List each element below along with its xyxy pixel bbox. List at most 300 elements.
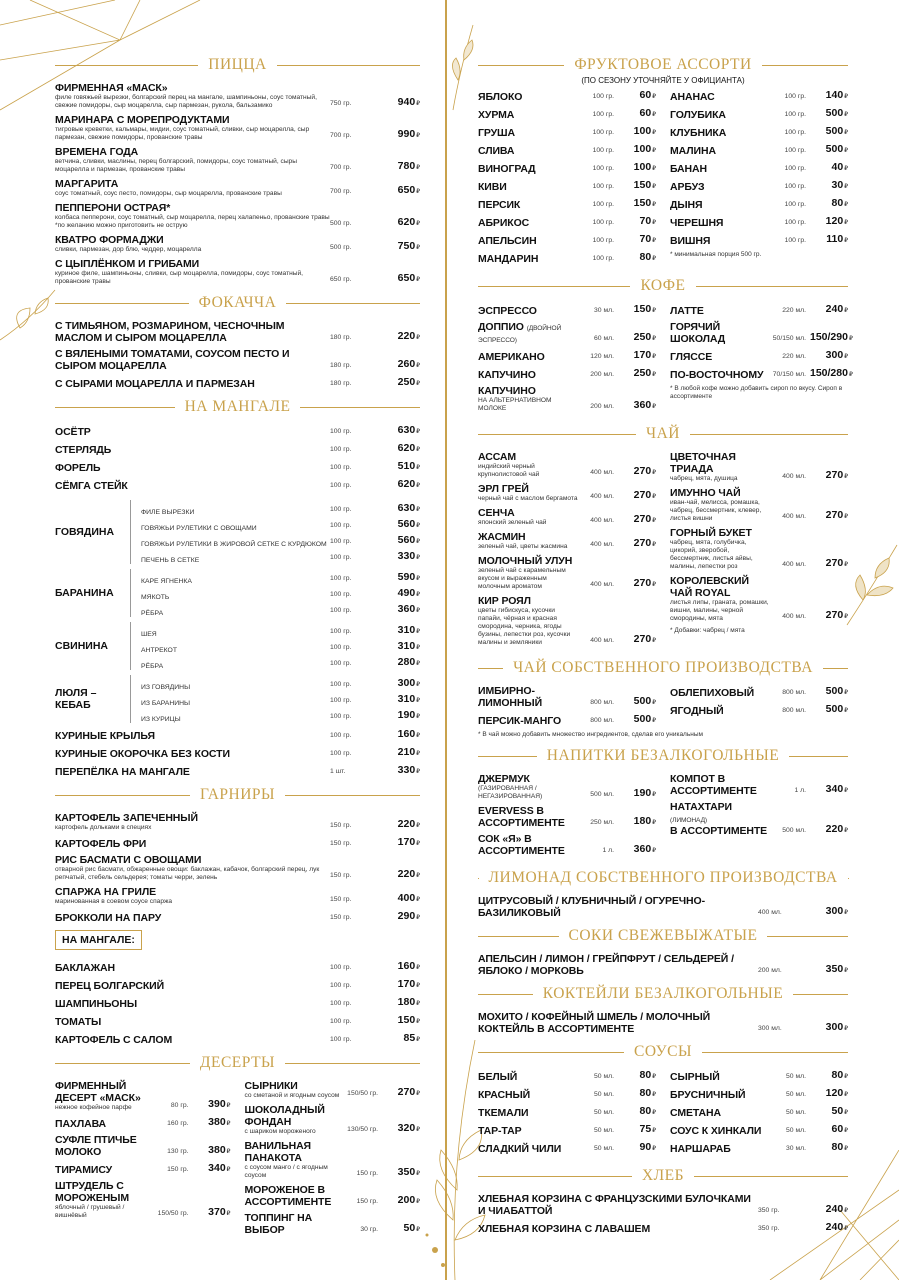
coffee-grid [478, 303, 853, 417]
item-text [55, 1164, 153, 1176]
item-weight: 700 гр. [330, 188, 352, 195]
currency-sign: ₽ [844, 308, 848, 314]
item-price-value: 940 [397, 96, 416, 108]
item-price [382, 1122, 420, 1136]
tea-col-1 [478, 451, 656, 651]
item-price-value: 990 [397, 128, 416, 140]
item-price-value: 190 [633, 787, 652, 799]
item-name [478, 1089, 578, 1101]
subitem-weight: 100 гр. [330, 713, 352, 720]
menu-item [670, 321, 853, 345]
item-price [378, 442, 420, 456]
item-weight: 400 мл. [590, 541, 614, 548]
item-name [478, 451, 578, 463]
item-description: сливки, пармезан, дор блю, чеддер, моцарелла [55, 246, 202, 253]
item-price [378, 818, 420, 832]
item-price [618, 489, 656, 503]
item-weight: 400 мл. [782, 561, 806, 568]
item-description: филе говяжьей вырезки, болгарский перец на мангале, шампиньоны, соус томатный, свежие помидоры, сыр моцарелла, сыр пармезан, рукола, бальзамико [55, 94, 317, 109]
item-price [806, 1203, 848, 1217]
menu-item [478, 385, 656, 413]
item-name [670, 1125, 770, 1137]
item-price-value: 500 [825, 685, 844, 697]
item-price-value: 180 [397, 996, 416, 1008]
item-text [670, 1107, 770, 1119]
item-name [478, 91, 578, 103]
item-weight: 150/50 гр. [347, 1090, 378, 1097]
currency-sign: ₽ [844, 708, 848, 714]
item-price-value: 240 [825, 303, 844, 315]
item-name [55, 348, 330, 372]
item-price-value: 150 [633, 197, 652, 209]
own-tea-grid [478, 685, 848, 731]
item-weight: 160 гр. [167, 1120, 189, 1127]
currency-sign: ₽ [416, 381, 420, 387]
item-text [55, 202, 330, 230]
currency-sign: ₽ [416, 133, 420, 139]
menu-item [478, 197, 656, 211]
item-name [478, 531, 578, 543]
leaf-branch-right [845, 540, 899, 630]
item-text [478, 805, 578, 829]
item-price [378, 978, 420, 992]
item-description: с шариком мороженого [244, 1128, 316, 1135]
item-price [810, 557, 848, 571]
item-price [618, 1141, 656, 1155]
item-text [670, 109, 770, 121]
item-name [245, 1104, 343, 1128]
subitem-price-value: 310 [397, 693, 416, 705]
subitem-name: ГОВЯЖЬИ РУЛЕТИКИ В ЖИРОВОЙ СЕТКЕ С КУРДЮКОМ [141, 541, 327, 548]
item-text [478, 385, 578, 413]
item-text [55, 730, 330, 742]
menu-item [55, 82, 420, 110]
item-text [478, 351, 578, 363]
menu-item [478, 179, 656, 193]
item-name-text: ГРУША [478, 127, 515, 139]
item-weight: 200 мл. [590, 403, 614, 410]
item-text [55, 838, 330, 850]
menu-item [670, 1069, 848, 1083]
item-name-text: МАРГАРИТА [55, 178, 119, 190]
currency-sign: ₽ [226, 1121, 231, 1127]
item-name-text: ВАНИЛЬНАЯ ПАНАКОТА [244, 1140, 311, 1164]
item-price [378, 1032, 420, 1046]
item-name [55, 730, 330, 742]
menu-item [55, 146, 420, 174]
item-weight: 100 гр. [784, 237, 806, 244]
item-text [478, 127, 578, 139]
item-price [810, 783, 848, 797]
item-name-text: КАРТОФЕЛЬ ФРИ [55, 838, 147, 850]
menu-item [670, 349, 848, 363]
item-price-value: 270 [825, 609, 844, 621]
leaf-branch-left [0, 280, 60, 350]
menu-item [670, 1123, 848, 1137]
item-price-value: 750 [397, 240, 416, 252]
menu-item [478, 483, 656, 503]
item-text [55, 146, 330, 174]
item-text [55, 178, 330, 198]
item-name-text: КУРИНЫЕ ОКОРОЧКА БЕЗ КОСТИ [55, 748, 230, 760]
item-weight: 60 мл. [594, 335, 614, 342]
item-price [378, 184, 420, 198]
item-name-text: EVERVESS В АССОРТИМЕНТЕ [478, 805, 565, 829]
item-price [378, 996, 420, 1010]
item-weight: 30 мл. [786, 1145, 806, 1152]
item-price-value: 390 [208, 1098, 226, 1110]
item-weight: 500 мл. [782, 827, 806, 834]
garnish-grill-label: НА МАНГАЛЕ: [55, 930, 142, 950]
item-weight: 100 гр. [784, 147, 806, 154]
currency-sign: ₽ [844, 614, 848, 620]
menu-item [478, 367, 656, 381]
coffee-col-2 [670, 303, 853, 417]
column-divider [445, 0, 447, 1280]
item-description: индийский черный крупнолистовой чай [478, 463, 540, 478]
item-price-value: 270 [633, 465, 652, 477]
item-name [55, 766, 330, 778]
currency-sign: ₽ [416, 335, 420, 341]
item-text [478, 109, 578, 121]
subitem-price [378, 587, 420, 601]
item-name [478, 235, 578, 247]
item-name [245, 1212, 343, 1236]
item-name [55, 426, 330, 438]
item-weight: 30 гр. [360, 1226, 378, 1233]
item-name-text: СЫРНЫЙ [670, 1071, 720, 1083]
grill-subitem [141, 548, 420, 564]
item-weight: 100 гр. [784, 183, 806, 190]
item-text [55, 962, 330, 974]
item-weight: 100 гр. [330, 750, 352, 757]
currency-sign: ₽ [652, 848, 656, 854]
currency-sign: ₽ [416, 629, 420, 635]
item-price [810, 233, 848, 247]
item-name [55, 886, 330, 898]
item-weight: 150 гр. [330, 914, 352, 921]
menu-item [478, 1069, 656, 1083]
item-price-value: 110 [826, 233, 844, 245]
item-name-text: СЛАДКИЙ ЧИЛИ [478, 1143, 562, 1155]
item-name [478, 109, 578, 121]
grill-subitem [141, 601, 420, 617]
item-price-value: 60 [639, 107, 652, 119]
section-heading-garnish: ГАРНИРЫ [55, 784, 420, 806]
section-heading-bread: ХЛЕБ [478, 1165, 848, 1187]
currency-sign: ₽ [416, 1127, 420, 1133]
menu-item [55, 728, 420, 742]
item-price-value: 240 [825, 1203, 844, 1215]
item-name-text: ЛАТТЕ [670, 305, 704, 317]
item-price [810, 685, 848, 699]
item-price [806, 1021, 848, 1035]
item-text [245, 1104, 343, 1136]
section-heading-focaccia: ФОКАЧЧА [55, 292, 420, 314]
item-text [55, 1080, 153, 1112]
item-name [670, 705, 770, 717]
item-text [55, 1118, 153, 1130]
item-weight: 50 мл. [594, 1127, 614, 1134]
item-weight: 250 мл. [590, 819, 614, 826]
item-weight: 700 гр. [330, 132, 352, 139]
item-name-text: ШОКОЛАДНЫЙ ФОНДАН [244, 1104, 325, 1128]
menu-item [55, 1134, 231, 1158]
leaf-branch-top-center [448, 20, 478, 120]
currency-sign: ₽ [416, 841, 420, 847]
item-name-text: КАРТОФЕЛЬ ЗАПЕЧЕННЫЙ [55, 812, 198, 824]
item-price [806, 963, 848, 977]
currency-sign: ₽ [416, 608, 420, 614]
menu-item [55, 910, 420, 924]
item-name [478, 1143, 578, 1155]
item-name-text: КАПУЧИНО [478, 369, 536, 381]
item-name-text: ЦИТРУСОВЫЙ / КЛУБНИЧНЫЙ / ОГУРЕЧНО-БАЗИЛИКОВЫЙ [478, 895, 705, 919]
item-description: отварной рис басмати, обжаренные овощи: баклажан, кабачок, болгарский перец, лук репчатый, стебель сельдерея; томаты черри, зелень [55, 866, 320, 881]
item-price [810, 143, 848, 157]
item-name-text: КВАТРО ФОРМАДЖИ [55, 234, 164, 246]
subitem-weight: 100 гр. [330, 591, 352, 598]
item-name-text: АРБУЗ [670, 181, 705, 193]
menu-item [55, 1116, 231, 1130]
item-name [478, 1193, 758, 1217]
subitem-weight: 100 гр. [330, 681, 352, 688]
menu-item [478, 833, 656, 857]
item-weight: 800 мл. [590, 717, 614, 724]
menu-item [670, 179, 848, 193]
item-price-value: 100 [633, 161, 652, 173]
subitem-price [378, 571, 420, 585]
item-name [478, 483, 578, 495]
item-name [478, 253, 578, 265]
section-heading-cocktails: КОКТЕЙЛИ БЕЗАЛКОГОЛЬНЫЕ [478, 983, 848, 1005]
item-text [478, 531, 578, 551]
item-name [478, 199, 578, 211]
item-weight: 400 мл. [590, 469, 614, 476]
item-description: со сметаной и ягодным соусом [244, 1092, 340, 1099]
item-price-value: 180 [633, 815, 652, 827]
item-name-text: ХЛЕБНАЯ КОРЗИНА С ФРАНЦУЗСКИМИ БУЛОЧКАМИ И ЧИАБАТТОЙ [478, 1193, 751, 1217]
item-name-text: БЕЛЫЙ [478, 1071, 518, 1083]
item-weight: 200 мл. [590, 371, 614, 378]
item-price [618, 577, 656, 591]
item-price-value: 300 [825, 349, 844, 361]
item-name-text: КАРТОФЕЛЬ С САЛОМ [55, 1034, 173, 1046]
item-name [55, 854, 330, 866]
grill-subitem [141, 707, 420, 723]
item-weight: 130 гр. [167, 1148, 189, 1155]
item-weight: 50 мл. [594, 1145, 614, 1152]
item-text [670, 181, 770, 193]
item-price-value: 80 [639, 251, 652, 263]
item-price [618, 1105, 656, 1119]
item-name-text: БРОККОЛИ НА ПАРУ [55, 912, 162, 924]
item-name-text: СЛИВА [478, 145, 515, 157]
menu-item [478, 1087, 656, 1101]
subitem-name: МЯКОТЬ [141, 594, 170, 601]
currency-sign: ₽ [416, 873, 420, 879]
item-text [478, 163, 578, 175]
item-weight: 100 гр. [592, 183, 614, 190]
menu-item [478, 1221, 848, 1235]
item-name [478, 217, 578, 229]
item-name [55, 1180, 153, 1204]
item-name [478, 181, 578, 193]
item-description: ветчина, сливки, маслины, перец болгарский, помидоры, соус томатный, сыры моцарелла и пармезан, прованские травы [55, 158, 297, 173]
item-name [55, 202, 330, 214]
item-text [670, 1143, 770, 1155]
coffee-note: * В любой кофе можно добавить сироп по вкусу. Сироп в ассортименте [670, 385, 843, 400]
item-price [193, 1116, 231, 1130]
item-description: маринованная в соевом соусе спаржа [55, 898, 173, 905]
item-price [810, 1123, 848, 1137]
grill-group [55, 569, 420, 617]
item-price-value: 40 [831, 161, 844, 173]
desserts-grid [55, 1080, 420, 1240]
menu-item [478, 713, 656, 727]
item-name-text: ИМУННО ЧАЙ [670, 487, 741, 499]
menu-item [670, 233, 848, 247]
item-name-text: ИМБИРНО-ЛИМОННЫЙ [478, 685, 543, 709]
item-name-text: МОЛОЧНЫЙ УЛУН [478, 555, 573, 567]
currency-sign: ₽ [652, 470, 656, 476]
item-name [670, 351, 770, 363]
item-name [55, 378, 330, 390]
grill-list [55, 424, 420, 492]
item-text [670, 217, 770, 229]
subitem-price [378, 550, 420, 564]
currency-sign: ₽ [844, 94, 848, 100]
item-weight: 100 гр. [330, 482, 352, 489]
item-text [478, 953, 758, 977]
item-price [810, 469, 848, 483]
item-name-text: С ЦЫПЛЁНКОМ И ГРИБАМИ [55, 258, 200, 270]
item-price-value: 360 [633, 399, 652, 411]
menu-item [55, 978, 420, 992]
item-price-value: 270 [825, 469, 844, 481]
item-name [245, 1080, 343, 1092]
item-weight: 150 гр. [167, 1166, 189, 1173]
item-price-value: 160 [397, 960, 416, 972]
subitem-price [378, 693, 420, 707]
item-price-value: 140 [825, 89, 844, 101]
menu-item [55, 348, 420, 372]
item-price-value: 100 [633, 143, 652, 155]
item-price [810, 107, 848, 121]
item-name-text: МОХИТО / КОФЕЙНЫЙ ШМЕЛЬ / МОЛОЧНЫЙ КОКТЕЙЛЬ В АССОРТИМЕНТЕ [478, 1011, 711, 1035]
item-name [55, 114, 330, 126]
item-name-text: ЭСПРЕССО [478, 305, 537, 317]
item-price [618, 1069, 656, 1083]
item-weight: 100 гр. [330, 982, 352, 989]
item-text [670, 145, 770, 157]
item-name [478, 833, 578, 857]
item-price [193, 1206, 231, 1220]
item-name-text: ВИШНЯ [670, 235, 711, 247]
item-price [378, 746, 420, 760]
item-text [478, 1107, 578, 1119]
garnish-grill-list [55, 960, 420, 1046]
item-name-text: СЁМГА СТЕЙК [55, 480, 128, 492]
item-price-value: 60 [639, 89, 652, 101]
sauces-col-2 [670, 1069, 848, 1159]
currency-sign: ₽ [844, 514, 848, 520]
item-price [810, 703, 848, 717]
item-name-text: СПАРЖА НА ГРИЛЕ [55, 886, 157, 898]
item-name [55, 146, 330, 158]
item-weight: 100 гр. [592, 165, 614, 172]
currency-sign: ₽ [844, 1146, 848, 1152]
menu-item [245, 1104, 421, 1136]
item-name [670, 687, 770, 699]
item-price [810, 509, 848, 523]
item-weight: 100 гр. [784, 165, 806, 172]
menu-item [478, 1011, 848, 1035]
item-name [670, 109, 770, 121]
left-column [55, 48, 420, 1250]
menu-item [670, 1105, 848, 1119]
item-description: зеленый чай, цветы жасмина [478, 543, 568, 550]
item-name [670, 217, 770, 229]
subitem-name: ПЕЧЕНЬ В СЕТКЕ [141, 557, 200, 564]
item-price [810, 125, 848, 139]
grill-group [55, 622, 420, 670]
item-text [55, 812, 330, 832]
currency-sign: ₽ [652, 542, 656, 548]
item-name-text: ГЛЯССЕ [670, 351, 713, 363]
item-price-value: 270 [633, 537, 652, 549]
item-text [478, 305, 578, 317]
item-text [478, 145, 578, 157]
subitem-price [378, 709, 420, 723]
menu-item [670, 367, 853, 381]
item-name-text: ВИНОГРАД [478, 163, 536, 175]
section-heading-fruit: ФРУКТОВОЕ АССОРТИ [478, 54, 848, 76]
item-price-value: 120 [825, 215, 844, 227]
currency-sign: ₽ [844, 1092, 848, 1098]
item-weight: 100 гр. [592, 129, 614, 136]
item-price [618, 399, 656, 413]
item-name [478, 1107, 578, 1119]
item-description: тигровые креветки, кальмары, мидии, соус томатный, сливки, сыр моцарелла, сыр пармезан, свежие помидоры, прованские травы [55, 126, 310, 141]
item-name-text: АССАМ [478, 451, 517, 463]
item-text [478, 1143, 578, 1155]
desserts-col-2 [245, 1080, 421, 1240]
sauces-col-1 [478, 1069, 656, 1159]
currency-sign: ₽ [416, 447, 420, 453]
item-name-text: КОМПОТ В АССОРТИМЕНТЕ [670, 773, 757, 797]
item-weight: 220 мл. [782, 307, 806, 314]
section-heading-pizza: ПИЦЦА [55, 54, 420, 76]
subitem-name: ШЕЯ [141, 631, 157, 638]
item-price-value: 500 [825, 143, 844, 155]
currency-sign: ₽ [416, 733, 420, 739]
item-name-text: ФИРМЕННАЯ «МАСК» [55, 82, 168, 94]
currency-sign: ₽ [416, 221, 420, 227]
item-text [478, 235, 578, 247]
item-description: с соусом манго / с ягодным соусом [244, 1164, 328, 1179]
item-name-extra: (ДВОЙНОЙ ЭСПРЕССО) [478, 325, 562, 344]
menu-item [478, 555, 656, 591]
item-name [478, 145, 578, 157]
item-price-value: 150/280 [810, 367, 848, 379]
item-price-value: 270 [825, 509, 844, 521]
item-text [55, 1134, 153, 1158]
menu-item [670, 451, 848, 483]
item-name [670, 801, 770, 837]
subitem-price-value: 560 [397, 518, 416, 530]
item-weight: 50 мл. [786, 1127, 806, 1134]
